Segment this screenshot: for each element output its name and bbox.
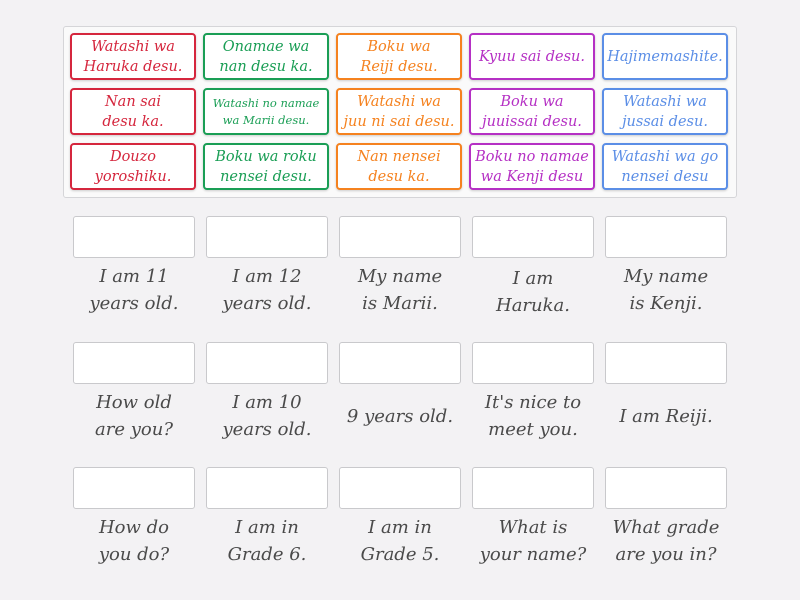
target-label: I am 10 years old. (222, 392, 312, 440)
target-label: I am Haruka. (496, 268, 570, 316)
drop-slot[interactable] (206, 342, 328, 384)
drop-slot[interactable] (339, 467, 461, 509)
answer-tile[interactable]: Onamae wa nan desu ka. (203, 33, 329, 80)
answer-tile[interactable]: Watashi wa jussai desu. (602, 88, 728, 135)
answer-tile[interactable]: Boku wa juuissai desu. (469, 88, 595, 135)
target-label: I am 12 years old. (222, 266, 312, 314)
drop-slot[interactable] (605, 216, 727, 258)
answer-tile[interactable]: Douzo yoroshiku. (70, 143, 196, 190)
answer-tile[interactable]: Watashi wa Haruka desu. (70, 33, 196, 80)
target-label: How old are you? (95, 392, 173, 440)
answer-tile[interactable]: Hajimemashite. (602, 33, 728, 80)
target-label: I am in Grade 5. (360, 517, 440, 565)
answer-tile[interactable]: Boku wa Reiji desu. (336, 33, 462, 80)
answer-tile[interactable]: Watashi wa juu ni sai desu. (336, 88, 462, 135)
drop-slot[interactable] (605, 342, 727, 384)
drop-slot[interactable] (339, 216, 461, 258)
answer-tile[interactable]: Nan sai desu ka. (70, 88, 196, 135)
target-label: 9 years old. (346, 406, 454, 427)
answer-tile[interactable]: Boku wa roku nensei desu. (203, 143, 329, 190)
drop-slot[interactable] (73, 342, 195, 384)
answer-tile[interactable]: Kyuu sai desu. (469, 33, 595, 80)
target-label: I am in Grade 6. (227, 517, 307, 565)
drop-slot[interactable] (73, 467, 195, 509)
drop-slot[interactable] (472, 342, 594, 384)
drop-slot[interactable] (206, 216, 328, 258)
answer-tile[interactable]: Watashi wa go nensei desu (602, 143, 728, 190)
target-label: It's nice to meet you. (484, 392, 582, 440)
target-label: I am Reiji. (619, 406, 713, 427)
drop-slot[interactable] (472, 467, 594, 509)
answer-tile[interactable]: Watashi no namae wa Marii desu. (203, 88, 329, 135)
drop-slot[interactable] (472, 216, 594, 258)
answer-tile[interactable]: Nan nensei desu ka. (336, 143, 462, 190)
target-label: My name is Kenji. (623, 266, 709, 314)
drop-slot[interactable] (605, 467, 727, 509)
target-label: How do you do? (98, 517, 170, 565)
drop-slot[interactable] (206, 467, 328, 509)
answer-tile-bank (63, 26, 737, 198)
answer-tile[interactable]: Boku no namae wa Kenji desu (469, 143, 595, 190)
drop-slot[interactable] (73, 216, 195, 258)
target-label: What grade are you in? (612, 517, 720, 565)
drop-slot[interactable] (339, 342, 461, 384)
target-label: My name is Marii. (357, 266, 443, 314)
target-label: What is your name? (479, 517, 587, 565)
target-label: I am 11 years old. (89, 266, 179, 314)
